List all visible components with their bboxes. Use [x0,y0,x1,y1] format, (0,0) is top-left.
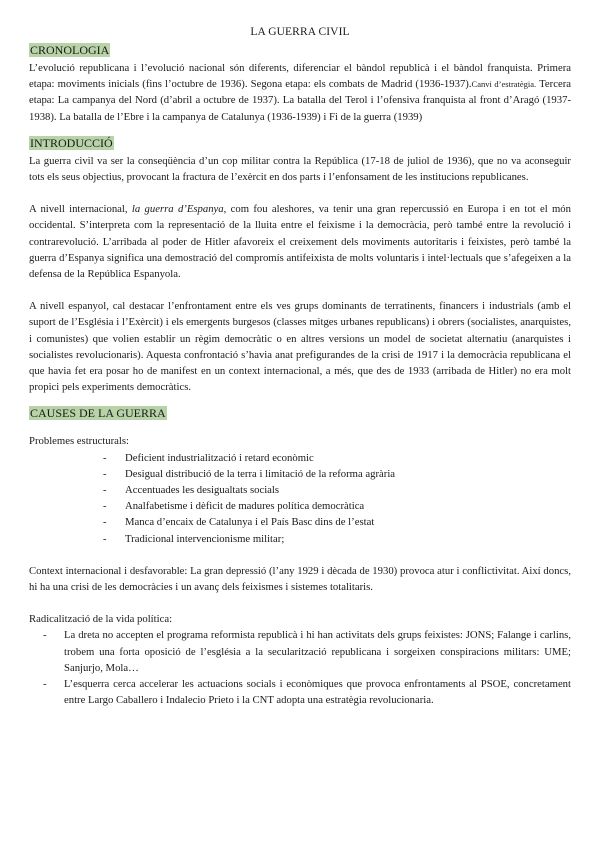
section-heading-causes [29,405,571,422]
list-item: - Tradicional intervencionisme militar; [103,531,571,547]
list-item: - Desigual distribució de la terra i limitació de la reforma agrària [103,466,571,482]
p2-emphasis: la guerra d’Espanya [131,203,224,216]
cronologia-text-a: L’evolució republicana i l’evolució nacional són diferents, diferenciar el bàndol republicà i el bàndol franquista. Primera etapa: moviments inicials (fins l’octubre de 1936). Segona etapa: els combats de Madrid (1936-1937). [29,62,571,91]
heading-highlight: CAUSES DE LA GUERRA [30,406,166,421]
list-item: - Accentuades les desigualtats socials [103,482,571,498]
list-item: - Analfabetisme i dèficit de madures política democràtica [103,498,571,514]
list-item: - Deficient industrialització i retard econòmic [103,450,571,466]
cronologia-paragraph [29,60,571,125]
p2-text-a: A nivell internacional, [29,203,132,216]
heading-highlight: CRONOLOGIA [30,43,110,57]
p2-text-b: , com fou aleshores, va tenir una gran repercussió en Europa i en tot el món occidental. S’interpreta com la representació de la lluita entre el feixisme i la democràcia, però també entre la revolució i contrarevolució. L’arribada al poder de Hitler afavoreix el creixement dels moviments autoritaris i feixistes, però també la guerra d’Espanya significa una demostració del compromís antifeixista de molts voluntaris i intel·lectuals que s’afegeixen a la defensa de la República Espanyola. [29,203,571,281]
list-item: - L’esquerra cerca accelerar les actuacions socials i econòmiques que provoca enfrontaments al PSOE, concretament entre Largo Caballero i Indalecio Prieto i la CNT adopta una estratègia revolucionaria. [43,676,571,708]
cronologia-text-b: Tercera etapa: La campanya del Nord (d’abril a octubre de 1937). La batalla del Terol i l’ofensiva franquista al front d’Aragó (1937-1938). La batalla de l’Ebre i la campanya de Catalunya (1936-1939) i Fi de la guerra (1939) [29,78,571,123]
heading-highlight: INTRODUCCIÓ [30,135,113,150]
introduccio-paragraph-2 [29,201,571,282]
list-item: - La dreta no accepten el programa reformista republicà i hi han activitats dels grups feixistes: JONS; Falange i carlins, trobem una forta oposició de l’església a la secularització republicana i sorgeixen conspiracions militars: UME; Sanjurjo, Mola… [43,627,571,676]
cronologia-small-text: Canvi d’estratègia. [471,79,537,90]
page-title: LA GUERRA CIVIL [250,26,350,38]
list-item: - Manca d’encaix de Catalunya i el País Basc dins de l’estat [103,514,571,530]
introduccio-paragraph-1: La guerra civil va ser la conseqüència d’un cop militar contra la República (17-18 de juliol de 1936), que no va aconseguir tots els seus objectius, provocant la fractura de l’exèrcit en dos parts i l’enfonsament de les institucions republicanes. [29,154,571,184]
estructurals-label: Problemes estructurals: [29,435,130,448]
section-heading-introduccio [29,135,571,152]
introduccio-paragraph-3: A nivell espanyol, cal destacar l’enfrontament entre els ves grups dominants de terratinents, financers i industrials (amb el suport de l’Església i l’Exèrcit) i els emergents burgesos (classes mitges urbanes republicans) i obrers (socialistes, anarquistes, i comunistes) que volien establir un règim democràtic o en altres versions un model de societat alternatiu (anarquistes i socialistes revolucionaris). Aquesta confrontació s’havia anat prefigurandes de la crisi de 1917 i la democràcia republicana el que havia fet era posar ho de manifest en un context internacional, a més, que des de 1933 (arribada de Hitler) no era molt propici pels experiments democràtics. [29,300,571,394]
section-heading-cronologia [29,42,571,59]
estructurals-list [29,450,571,547]
radicalitzacio-list [29,627,571,708]
radicalitzacio-label: Radicalització de la vida política: [29,613,173,626]
context-paragraph: Context internacional i desfavorable: La gran depressió (l’any 1929 i dècada de 1930) provoca atur i conflictivitat. Així doncs, hi ha una crisi de les democràcies i un avanç dels feixismes i sistemes totalitaris. [29,564,571,594]
